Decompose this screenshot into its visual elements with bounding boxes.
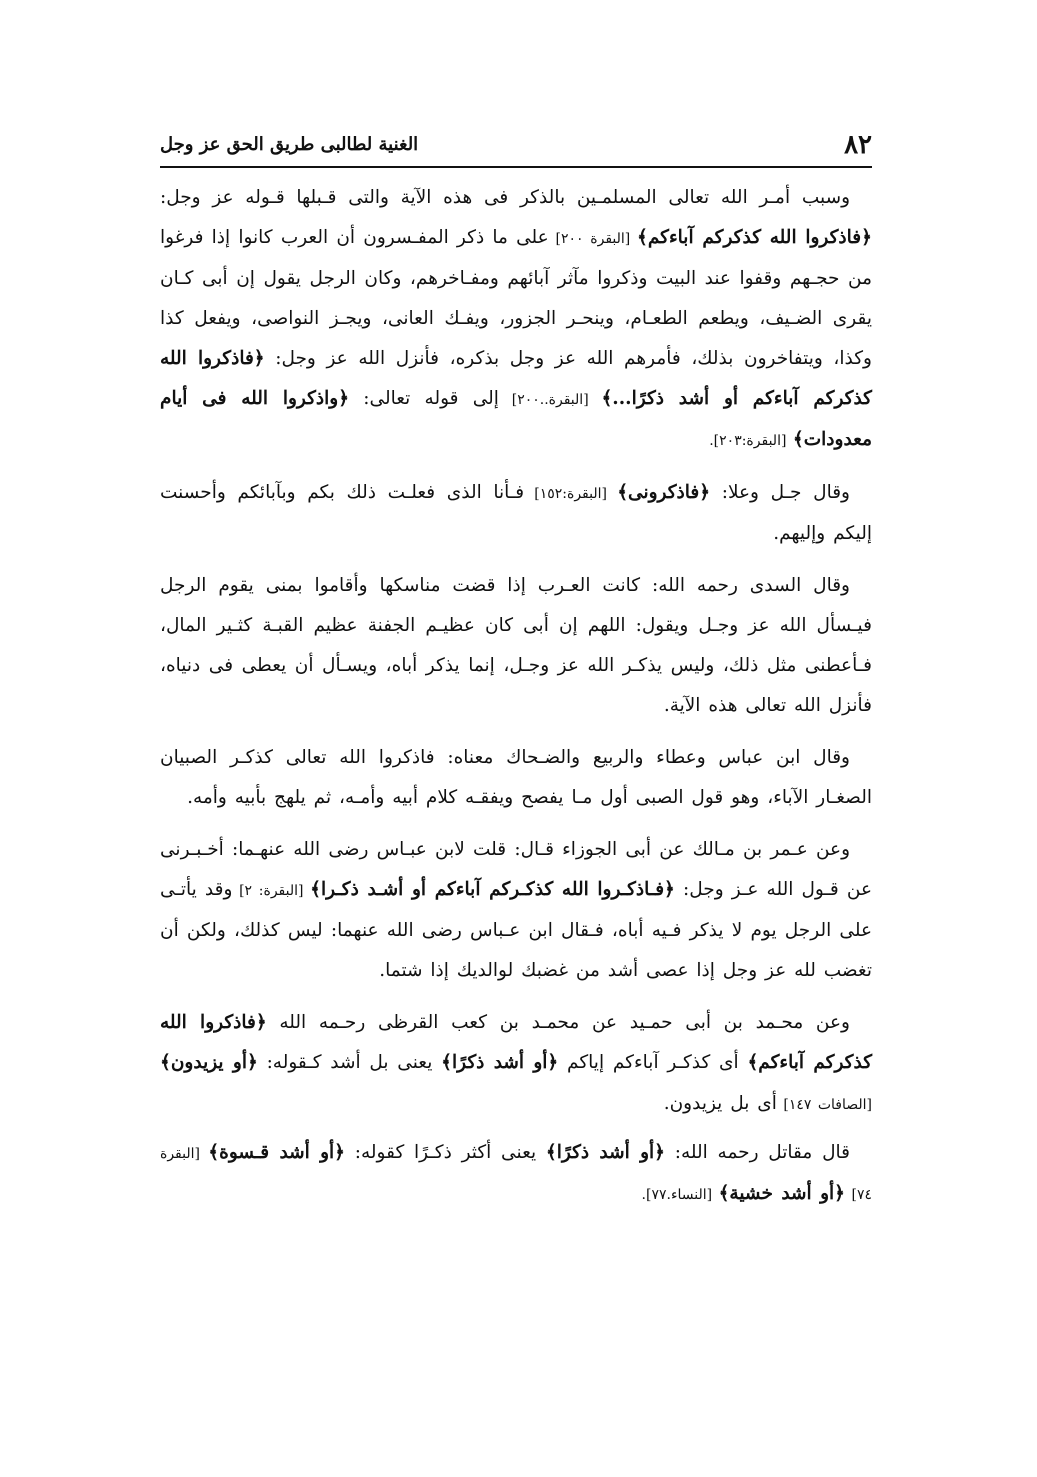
verse-reference: [النساء.٧٧].	[641, 1187, 719, 1203]
body-segment: يعنى أكثر ذكـرًا كقوله:	[345, 1142, 546, 1163]
verse-reference: [البقرة ٧٤]	[160, 1146, 872, 1203]
page-number: ٨٢	[844, 130, 872, 160]
verse-reference: [البقرة..٢٠٠]	[498, 392, 602, 408]
body-segment: أى كذكـر آباءكم إياكم	[558, 1052, 748, 1073]
page-header	[160, 128, 872, 162]
verse-reference: [البقرة ٢٠٠]	[548, 231, 638, 247]
quran-quote: ﴿أو يزيدون﴾	[160, 1052, 258, 1073]
quran-quote: ﴿واذكروا الله فى أيام معدودات﴾	[160, 388, 872, 450]
body-segment: أى بل يزيدون.	[663, 1093, 777, 1114]
body-segment: وقال السدى رحمه الله: كانت العـرب إذا قضت مناسكها وأقاموا بمنى يقوم الرجل فيـسأل الله عز وجـل ويقول: اللهم إن أبى كان عظيـم الجفنة عظيم القبـة كثـير المال، فـأعطنى مثل ذلك، وليس يذكـر الله عز وجـل، إنما يذكر أباه، ويسـأل أن يعطى فى دنياه، فأنزل الله تعالى هذه الآية.	[160, 575, 872, 716]
body-segment: وقال ابن عباس وعطاء والربيع والضـحاك معناه: فاذكروا الله تعالى كذكـر الصبيان الصغـار الآباء، وهو قول الصبى أول مـا يفصح ويفقـه كلام أبيه وأمـه، ثم يلهج بأبيه وأمه.	[160, 747, 872, 808]
quran-quote: ﴿أو أشد خشية﴾	[718, 1183, 846, 1204]
paragraph	[160, 1133, 872, 1215]
quran-quote: ﴿فاذكرونى﴾	[617, 482, 711, 503]
paragraph	[160, 1003, 872, 1125]
body-segment: وسبب أمـر الله تعالى المسلمـين بالذكر فى هذه الآية والتى قـبلها قـوله عز وجل:	[160, 187, 850, 208]
body-segment: قال مقاتل رحمه الله:	[665, 1142, 850, 1163]
quran-quote: ﴿فاذكروا الله كذكركم آباءكم﴾	[160, 1012, 873, 1073]
quran-quote: ﴿فاذكروا الله كذكركم آباءكم﴾	[637, 227, 872, 248]
quran-quote: ﴿فاذكروا الله كذكركم آباءكم أو أشد ذكرًا...﴾	[160, 348, 872, 409]
quran-quote: ﴿أو أشد ذكرًا﴾	[441, 1052, 559, 1073]
verse-reference: [البقرة:٢٠٣].	[709, 433, 793, 449]
paragraph	[160, 473, 872, 554]
paragraph	[160, 566, 872, 726]
body-text	[160, 178, 872, 1227]
paragraph	[160, 738, 872, 818]
quran-quote: ﴿فـاذكـروا الله كذكـركم آباءكم أو أشـد ذكـرا﴾	[310, 879, 675, 900]
body-segment: وقال جـل وعلا:	[710, 482, 850, 503]
verse-reference: [البقرة: ٢]	[232, 883, 311, 899]
body-segment: يعنى بل أشد كـقوله:	[257, 1052, 442, 1073]
header-rule	[160, 166, 872, 168]
paragraph	[160, 178, 872, 461]
body-segment: وعن محـمد بن أبى حمـيد عن محمـد بن كعب القرظى رحـمه الله	[266, 1012, 850, 1033]
quran-quote: ﴿أو أشد ذكرًا﴾	[545, 1142, 665, 1163]
body-segment: وعن عـمر بن مـالك عن أبى الجوزاء قـال: قلت لابن عبـاس رضى الله عنهـما: أخـبـرنى عن قـول الله عـز وجل:	[160, 839, 872, 900]
paragraph	[160, 830, 872, 991]
quran-quote: ﴿أو أشد قـسوة﴾	[208, 1142, 346, 1163]
body-segment: على ما ذكر المفـسرون أن العرب كانوا إذا فرغوا من حجـهم وقفوا عند البيت وذكروا مآثر آبائهم ومفـاخرهم، وكان الرجل يقول إن أبى كـان يقرى الضـيف، ويطعم الطعـام، وينحـر الجزور، ويفـك العانى، ويجـز النواصى، ويفعل كذا وكذا، ويتفاخرون بذلك، فأمرهم الله عز وجل بذكره، فأنزل الله عز وجل:	[160, 227, 872, 369]
body-segment: وقد يأتـى على الرجل يوم لا يذكر فـيه أباه، فـقال ابن عـباس رضى الله عنهما: ليس كذلك، ولكن أن تغضب لله عز وجل إذا عصى أشد من غضبك لوالديك إذا شتما.	[160, 879, 872, 981]
body-segment: فـأنا الذى فعلـت ذلك بكم وبآبائكم وأحسنت إليكم وإليهم.	[160, 482, 872, 544]
verse-reference: [الصافات ١٤٧]	[776, 1097, 872, 1113]
body-segment: إلى قوله تعالى:	[349, 388, 499, 409]
running-title: الغنية لطالبى طريق الحق عز وجل	[160, 134, 419, 155]
verse-reference: [البقرة:١٥٢]	[524, 486, 618, 502]
